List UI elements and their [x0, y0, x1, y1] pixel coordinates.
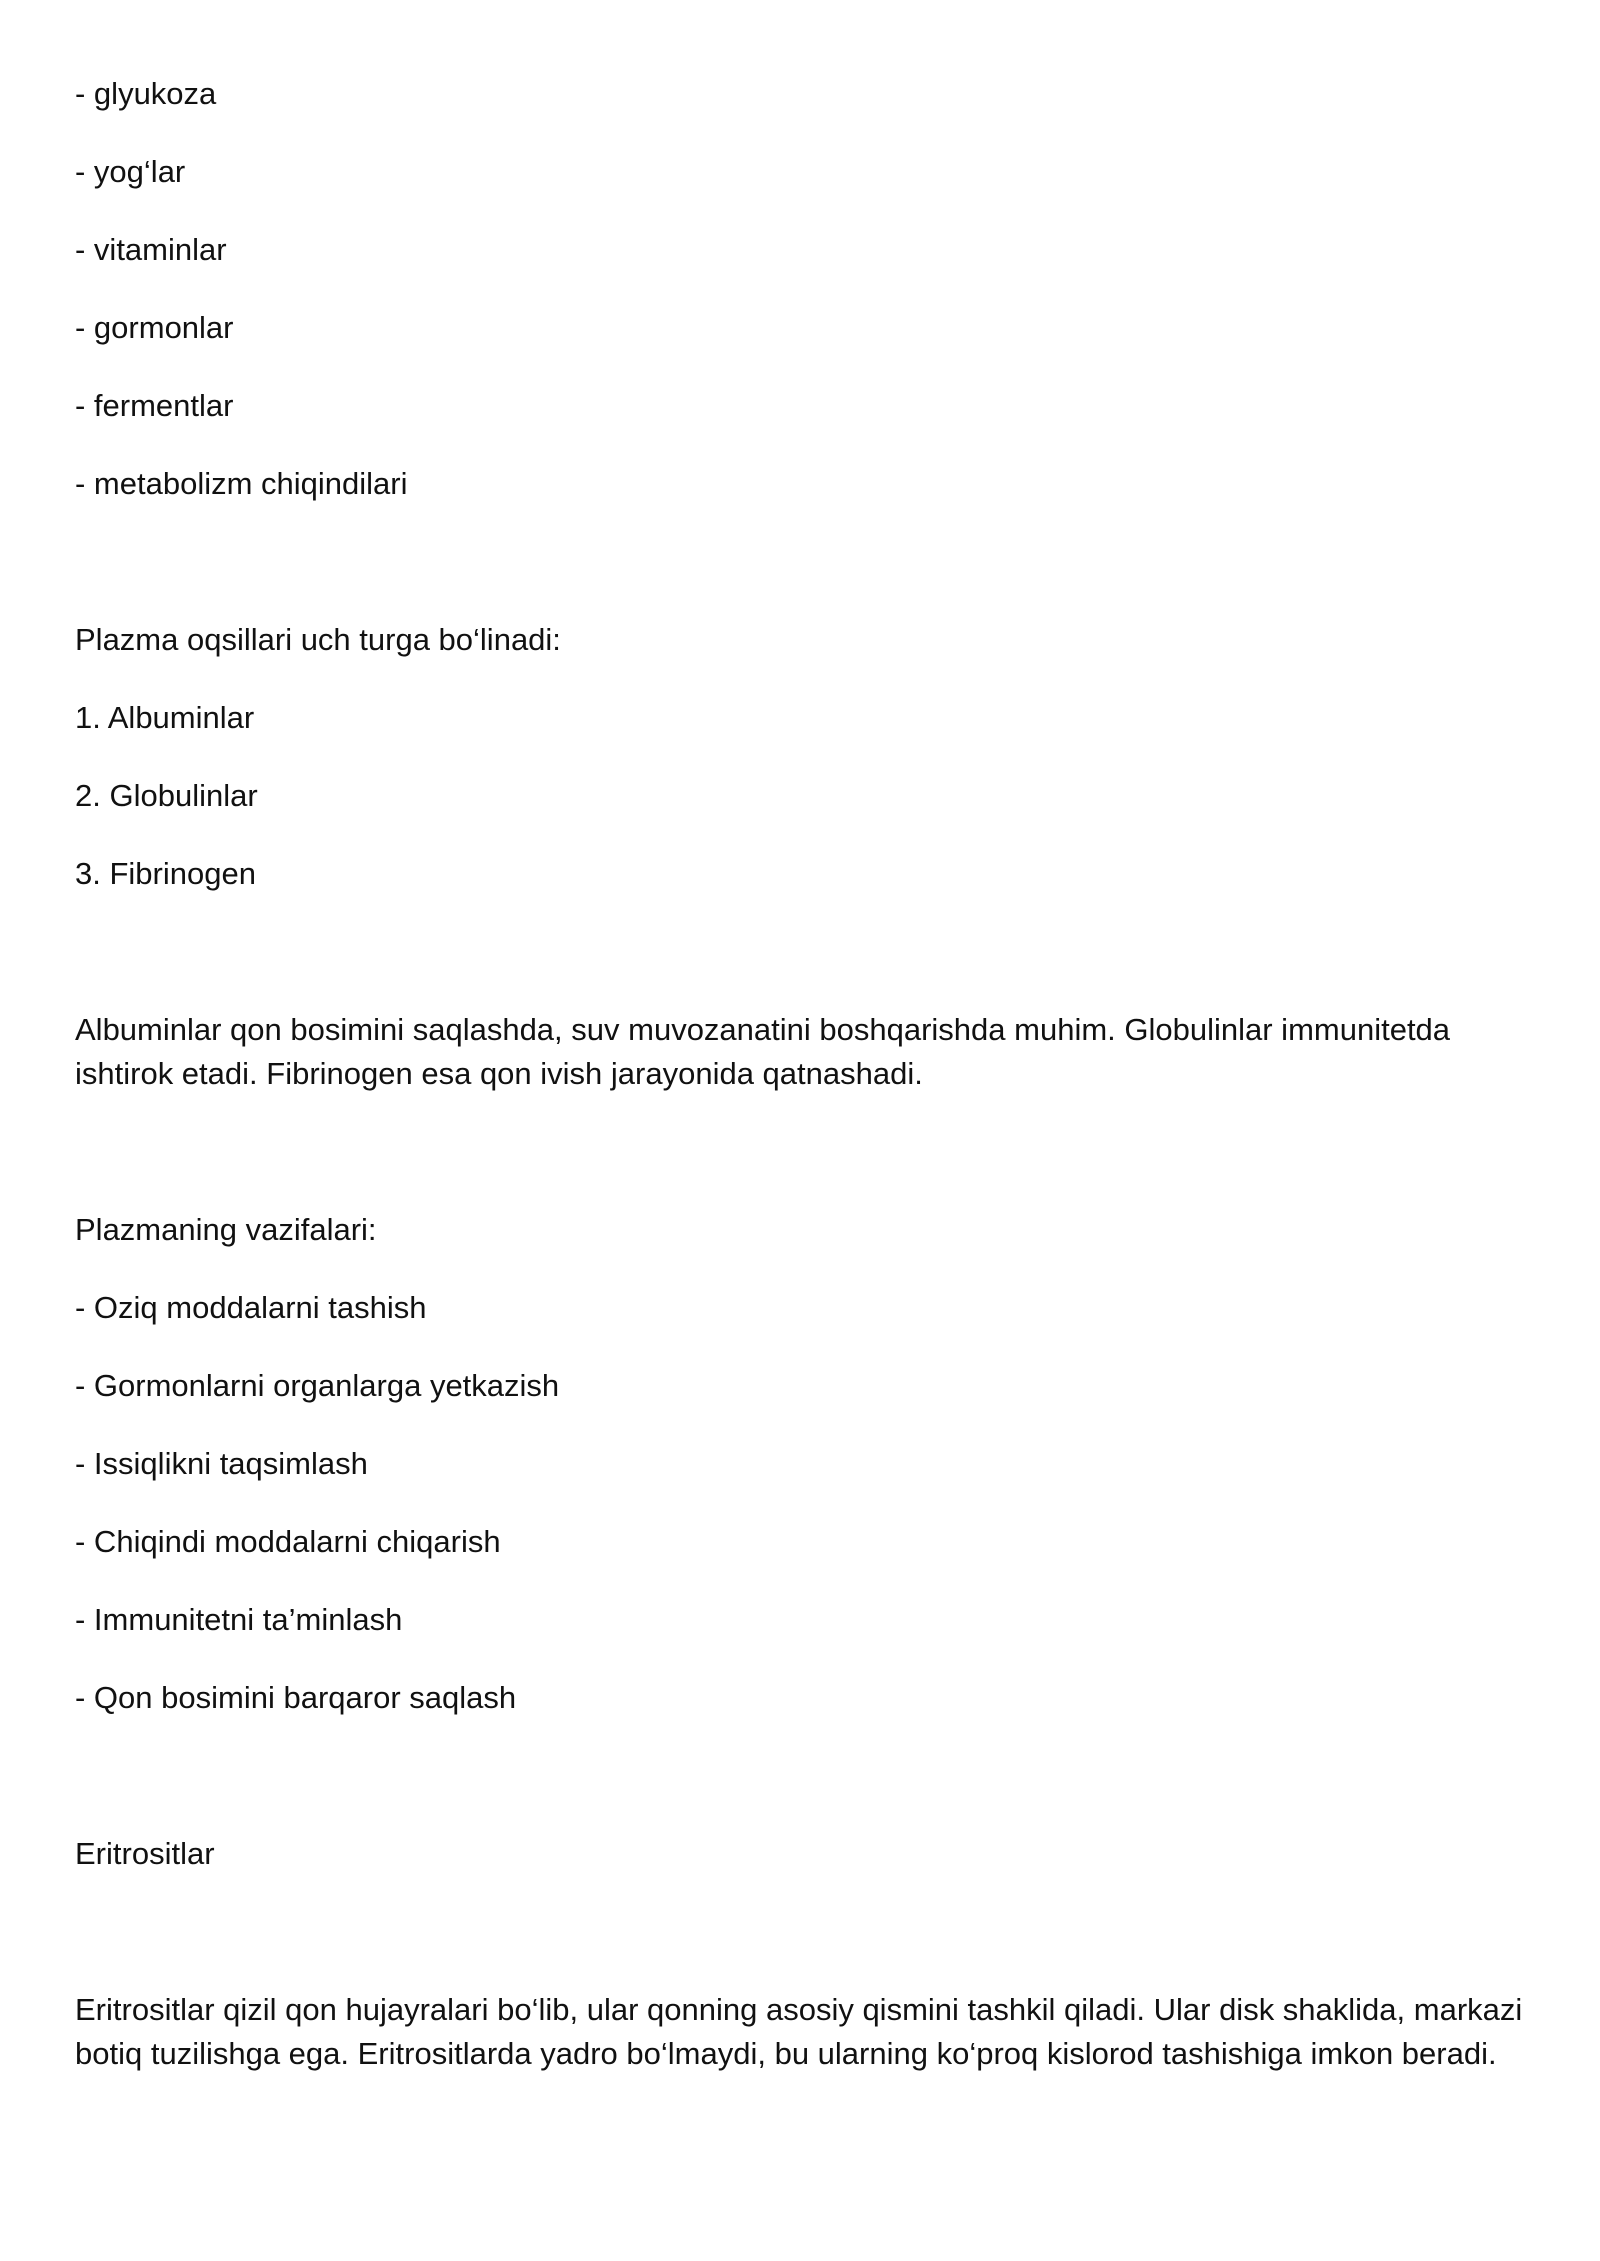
composition-item: - vitaminlar: [75, 232, 227, 267]
function-item: - Qon bosimini barqaror saqlash: [75, 1680, 517, 1715]
function-item: - Issiqlikni taqsimlash: [75, 1446, 368, 1481]
composition-item: - gormonlar: [75, 310, 234, 345]
composition-item: - yog‘lar: [75, 154, 186, 189]
composition-item: - glyukoza: [75, 76, 217, 111]
functions-heading: Plazmaning vazifalari:: [75, 1212, 377, 1247]
function-item: - Gormonlarni organlarga yetkazish: [75, 1368, 560, 1403]
protein-item: 2. Globulinlar: [75, 778, 258, 813]
protein-item: 3. Fibrinogen: [75, 856, 256, 891]
erythrocytes-heading: Eritrositlar: [75, 1836, 215, 1871]
function-item: - Oziq moddalarni tashish: [75, 1290, 427, 1325]
erythrocytes-description: Eritrositlar qizil qon hujayralari bo‘lib, ular qonning asosiy qismini tashkil qiladi. Ular disk shaklida, markazi botiq tuzilishga ega. Eritrositlarda yadro bo‘lmaydi, bu ularning ko‘proq kislorod tashishiga imkon beradi.: [75, 1992, 1523, 2071]
protein-item: 1. Albuminlar: [75, 700, 255, 735]
function-item: - Immunitetni ta’minlash: [75, 1602, 403, 1637]
proteins-heading: Plazma oqsillari uch turga bo‘linadi:: [75, 622, 561, 657]
composition-item: - metabolizm chiqindilari: [75, 466, 408, 501]
proteins-description: Albuminlar qon bosimini saqlashda, suv muvozanatini boshqarishda muhim. Globulinlar immunitetda ishtirok etadi. Fibrinogen esa qon ivish jarayonida qatnashadi.: [75, 1012, 1451, 1091]
function-item: - Chiqindi moddalarni chiqarish: [75, 1524, 501, 1559]
composition-item: - fermentlar: [75, 388, 234, 423]
